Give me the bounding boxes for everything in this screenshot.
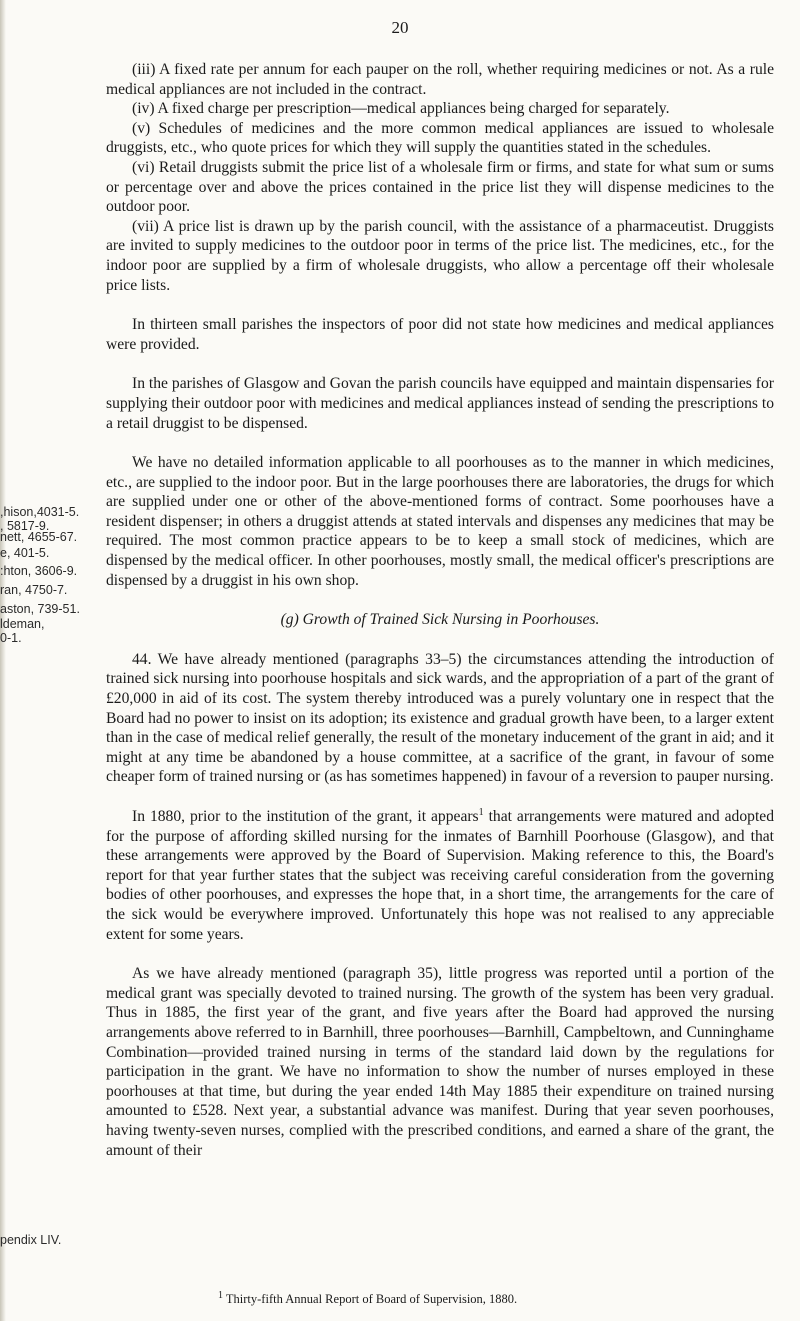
footnote: [218, 1289, 518, 1307]
schedule-v: (v) Schedules of medicines and the more common medical appliances are issued to wholesale druggists, etc., who quote prices for which they will supply the quantities stated in the schedules.: [106, 119, 774, 157]
paragraph-poorhouses-medicines: We have no detailed information applicable to all poorhouses as to the manner in which medicines, etc., are supplied to the indoor poor. But in the large poorhouses there are laboratories, the drugs for which are supplied under one or other of the above-mentioned forms of contract. Some poorhouses have a resident dispenser; in others a druggist attends at stated intervals and dispenses any medicines that may be required. The most common practice appears to be to keep a small stock of medicines, which are dispensed by the medical officer. In other poorhouses, mostly small, the medical officer's prescriptions are dispensed by a druggist in his own shop.: [106, 454, 774, 589]
page-number: 20: [391, 18, 409, 37]
margin-note-witness: nett, 4655-67.: [0, 531, 78, 544]
paragraph-44: 44. We have already mentioned (paragraphs 33–5) the circumstances attending the introduction of trained sick nursing into poorhouse hospitals and sick wards, and the appropriation of a part of the grant of £20,000 in aid of its cost. The system thereby introduced was a purely voluntary one in respect that the Board had no power to insist on its adoption; its existence and gradual growth have been, to a larger extent than in the case of medical relief generally, the result of the monetary inducement of the grant in aid; and it might at any time be abandoned by a house committee, at a sacrifice of the grant, in favour of some cheaper form of trained nursing or (as has sometimes happened) in favour of a reversion to pauper nursing.: [106, 650, 774, 786]
margin-note-witness: :hton, 3606-9.: [0, 565, 78, 578]
margin-note-witness: ,hison,4031-5.: [0, 506, 80, 519]
margin-note-witness: 0-1.: [0, 632, 22, 645]
paragraph-35: As we have already mentioned (paragraph 35), little progress was reported until a portion of the medical grant was specially devoted to trained nursing. The growth of the system has been very gradual. Thus in 1885, the first year of the grant, and five years after the Board had approved the nursing arrangements above referred to in Barnhill, three poorhouses—Barnhill, Campbeltown, and Cunninghame Combination—provided trained nursing in terms of the standard laid down by the regulations for participation in the grant. We have no information to show the number of nurses employed in these poorhouses at that time, but during the year ended 14th May 1885 their expenditure on trained nursing amounted to £528. Next year, a substantial advance was manifest. During that year seven poorhouses, having twenty-seven nurses, complied with the prescribed conditions, and earned a share of the grant, the amount of their: [106, 965, 774, 1159]
footnote-mark: 1: [218, 1289, 223, 1301]
footnote-text: Thirty-fifth Annual Report of Board of Supervision, 1880.: [223, 1292, 518, 1306]
margin-note-witness: ldeman,: [0, 618, 45, 631]
paragraph-1880-start: In 1880, prior to the institution of the grant, it appears: [132, 808, 479, 825]
paragraph-1880: [106, 807, 774, 944]
paragraph-thirteen-parishes: In thirteen small parishes the inspectors of poor did not state how medicines and medical appliances were provided.: [106, 316, 774, 353]
margin-note-witness: ran, 4750-7.: [0, 584, 68, 597]
schedule-vii: (vii) A price list is drawn up by the parish council, with the assistance of a pharmaceutist. Druggists are invited to supply medicines to the outdoor poor in terms of the price list. The medicines, etc., for the indoor poor are supplied by a firm of wholesale druggists, who allow a percentage off their wholesale price lists.: [106, 217, 774, 294]
schedule-iv: (iv) A fixed charge per prescription—medical appliances being charged for separately.: [132, 100, 670, 118]
paragraph-1880-rest: that arrangements were matured and adopted for the purpose of affording skilled nursing for the inmates of Barnhill Poorhouse (Glasgow), and that these arrangements were approved by the Board of Supervision. Making reference to this, the Board's report for that year further states that the subject was receiving careful consideration from the governing bodies of other poorhouses, and expresses the hope that, in a short time, the arrangements for the care of the sick would be everywhere improved. Unfortunately this hope was not realised to any appreciable extent for some years.: [106, 808, 774, 943]
margin-note-witness: , 5817-9.: [0, 520, 50, 533]
paragraph-glasgow-govan: In the parishes of Glasgow and Govan the parish councils have equipped and maintain dispensaries for supplying their outdoor poor with medicines and medical appliances instead of sending the prescriptions to a retail druggist to be dispensed.: [106, 375, 774, 432]
page-edge-shadow: [0, 0, 6, 1321]
footnote-reference: 1: [478, 806, 484, 818]
body-text: [106, 60, 774, 1160]
section-heading: (g) Growth of Trained Sick Nursing in Poorhouses.: [280, 611, 600, 629]
schedule-vi: (vi) Retail druggists submit the price list of a wholesale firm or firms, and state for what sum or sums or percentage over and above the prices contained in the price list they will dispense medicines to the outdoor poor.: [106, 158, 774, 216]
margin-note-witness: aston, 739-51.: [0, 603, 80, 616]
margin-note-appendix: pendix LIV.: [0, 1234, 62, 1247]
schedule-iii: (iii) A fixed rate per annum for each pauper on the roll, whether requiring medicines or not. As a rule medical appliances are not included in the contract.: [106, 61, 774, 98]
margin-note-witness: e, 401-5.: [0, 547, 50, 560]
